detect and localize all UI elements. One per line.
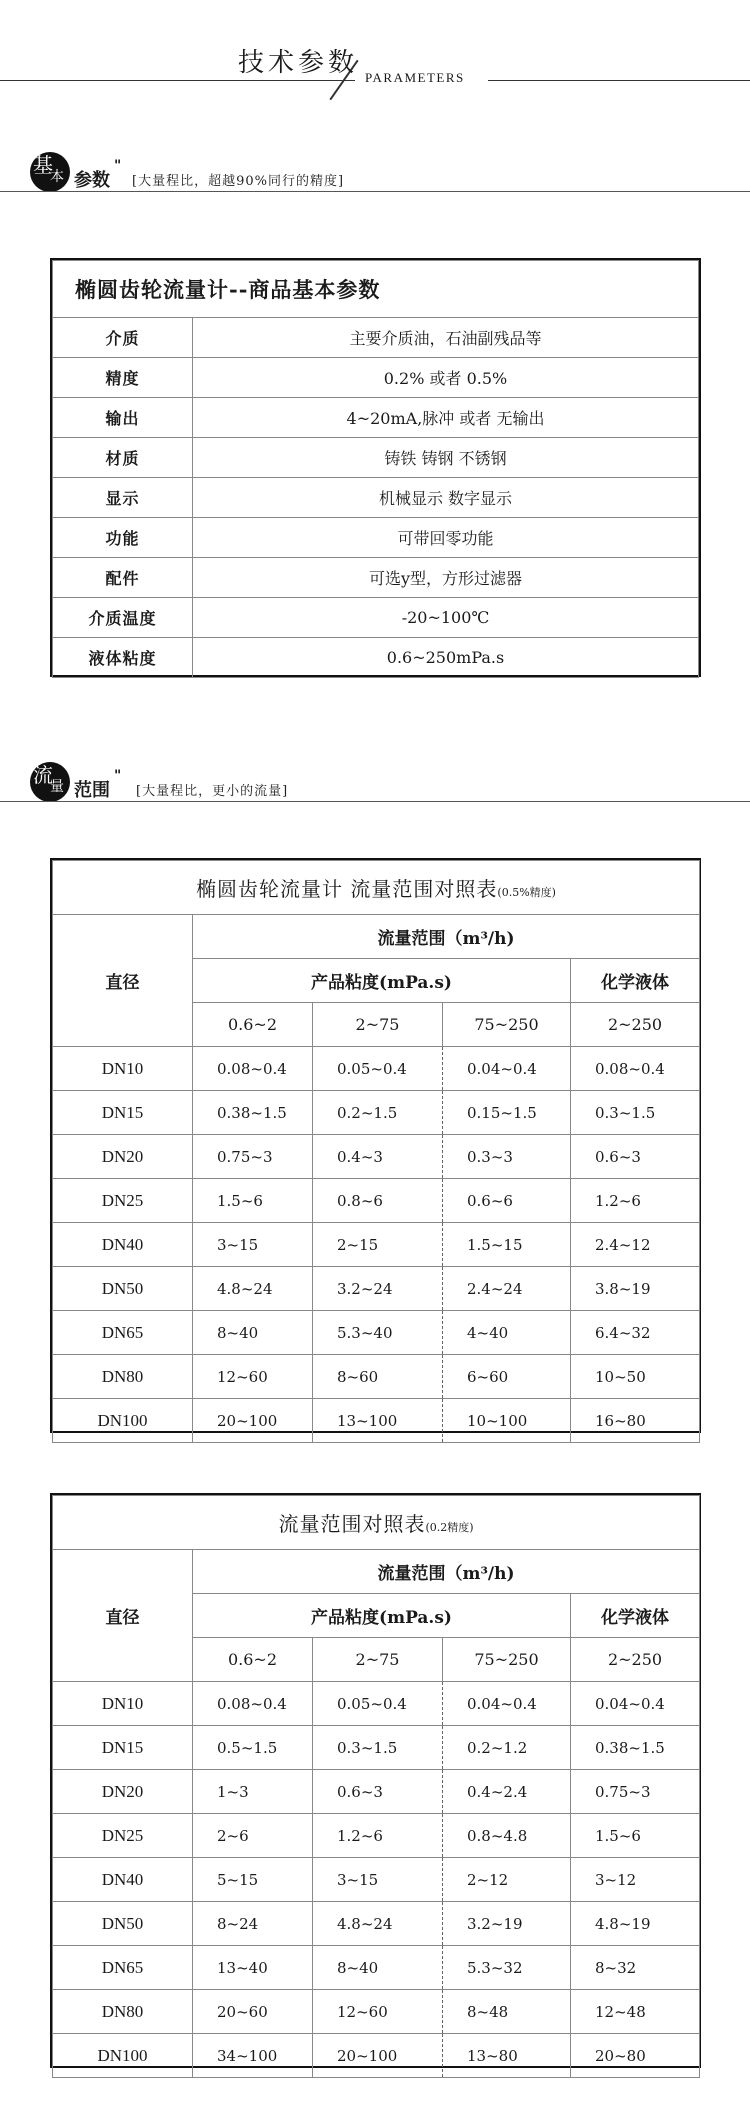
flow-value-cell: 2~12 — [443, 1858, 571, 1902]
flow-value-cell: 8~32 — [571, 1946, 700, 1990]
table-row — [53, 1047, 700, 1091]
flow-value-cell: 34~100 — [193, 2034, 313, 2078]
flow-value-cell: 1.5~15 — [443, 1223, 571, 1267]
param-value: 铸铁 铸钢 不锈钢 — [193, 438, 699, 478]
flow-value-cell: 3.2~24 — [313, 1267, 443, 1311]
flow-table-title-text: 流量范围对照表 — [278, 1512, 426, 1536]
table-row — [53, 1135, 700, 1179]
table-row — [53, 2034, 700, 2078]
flow-value-cell: 6~60 — [443, 1355, 571, 1399]
flow-value-cell: 12~48 — [571, 1990, 700, 2034]
flow-value-cell: 4.8~24 — [193, 1267, 313, 1311]
diameter-cell: DN15 — [53, 1091, 193, 1135]
diameter-cell: DN20 — [53, 1135, 193, 1179]
viscosity-range-header: 75~250 — [443, 1003, 571, 1047]
flow-value-cell: 2~6 — [193, 1814, 313, 1858]
diameter-cell: DN25 — [53, 1179, 193, 1223]
param-key: 配件 — [53, 558, 193, 598]
table-row — [53, 1726, 700, 1770]
flow-table-header-row — [53, 915, 700, 959]
flow-value-cell: 0.6~3 — [571, 1135, 700, 1179]
flow-value-cell: 0.04~0.4 — [443, 1047, 571, 1091]
col-chemical-header: 化学液体 — [571, 1594, 700, 1638]
viscosity-range-header: 2~75 — [313, 1638, 443, 1682]
diameter-cell: DN25 — [53, 1814, 193, 1858]
flow-value-cell: 8~24 — [193, 1902, 313, 1946]
col-chemical-header: 化学液体 — [571, 959, 700, 1003]
flow-value-cell: 0.8~4.8 — [443, 1814, 571, 1858]
flow-value-cell: 0.08~0.4 — [571, 1047, 700, 1091]
flow-value-cell: 8~60 — [313, 1355, 443, 1399]
flow-value-cell: 0.4~2.4 — [443, 1770, 571, 1814]
flow-value-cell: 0.2~1.5 — [313, 1091, 443, 1135]
flow-value-cell: 1.2~6 — [313, 1814, 443, 1858]
flow-value-cell: 10~50 — [571, 1355, 700, 1399]
basic-table-row — [53, 438, 699, 478]
param-value: 0.2% 或者 0.5% — [193, 358, 699, 398]
flow-table-title-text: 椭圆齿轮流量计 流量范围对照表 — [196, 877, 498, 901]
viscosity-range-header: 0.6~2 — [193, 1003, 313, 1047]
param-key: 精度 — [53, 358, 193, 398]
section-basic-params — [0, 152, 750, 212]
basic-table-row — [53, 478, 699, 518]
param-value: -20~100℃ — [193, 598, 699, 638]
section-flow-range — [0, 762, 750, 822]
section-title: 范围 — [74, 780, 110, 801]
flow-value-cell: 0.08~0.4 — [193, 1047, 313, 1091]
flow-value-cell: 0.3~3 — [443, 1135, 571, 1179]
flow-value-cell: 4.8~19 — [571, 1902, 700, 1946]
basic-table-row — [53, 358, 699, 398]
page-subtitle: PARAMETERS — [365, 70, 465, 85]
flow-value-cell: 0.08~0.4 — [193, 1682, 313, 1726]
flow-value-cell: 12~60 — [313, 1990, 443, 2034]
flow-value-cell: 8~48 — [443, 1990, 571, 2034]
table-row — [53, 1311, 700, 1355]
flow-value-cell: 0.04~0.4 — [571, 1682, 700, 1726]
table-row — [53, 1814, 700, 1858]
table-row — [53, 1682, 700, 1726]
flow-value-cell: 0.5~1.5 — [193, 1726, 313, 1770]
flow-value-cell: 0.8~6 — [313, 1179, 443, 1223]
flow-value-cell: 5~15 — [193, 1858, 313, 1902]
section-slogan: [大量程比，超越90%同行的精度] — [132, 174, 345, 189]
flow-value-cell: 1.2~6 — [571, 1179, 700, 1223]
diameter-cell: DN40 — [53, 1858, 193, 1902]
table-row — [53, 1223, 700, 1267]
diameter-cell: DN80 — [53, 1990, 193, 2034]
flow-value-cell: 0.2~1.2 — [443, 1726, 571, 1770]
flow-table-header-row — [53, 1550, 700, 1594]
flow-value-cell: 20~100 — [193, 1399, 313, 1443]
diameter-cell: DN40 — [53, 1223, 193, 1267]
flow-value-cell: 2~15 — [313, 1223, 443, 1267]
page-title: 技术参数 — [238, 48, 359, 78]
table-row — [53, 1399, 700, 1443]
param-key: 输出 — [53, 398, 193, 438]
section-slogan: [大量程比，更小的流量] — [136, 784, 289, 799]
flow-range-table-2 — [52, 1495, 700, 2078]
flow-value-cell: 0.04~0.4 — [443, 1682, 571, 1726]
flow-value-cell: 6.4~32 — [571, 1311, 700, 1355]
flow-value-cell: 3~15 — [313, 1858, 443, 1902]
param-value: 可带回零功能 — [193, 518, 699, 558]
flow-table-title-note: (0.5%精度) — [497, 886, 556, 899]
flow-table-title-note: (0.2精度) — [425, 1521, 474, 1534]
param-key: 功能 — [53, 518, 193, 558]
col-flow-range-header: 流量范围（m³/h) — [193, 915, 700, 959]
flow-value-cell: 0.75~3 — [193, 1135, 313, 1179]
flow-value-cell: 2.4~12 — [571, 1223, 700, 1267]
table-row — [53, 1091, 700, 1135]
flow-table-title-row — [53, 861, 700, 915]
diameter-cell: DN65 — [53, 1311, 193, 1355]
diameter-cell: DN50 — [53, 1267, 193, 1311]
diameter-cell: DN100 — [53, 2034, 193, 2078]
diameter-cell: DN80 — [53, 1355, 193, 1399]
flow-value-cell: 0.05~0.4 — [313, 1047, 443, 1091]
flow-value-cell: 0.3~1.5 — [571, 1091, 700, 1135]
col-viscosity-header: 产品粘度(mPa.s) — [193, 1594, 571, 1638]
flow-value-cell: 0.38~1.5 — [193, 1091, 313, 1135]
section-badge — [30, 762, 70, 802]
flow-table-title-row — [53, 1496, 700, 1550]
flow-value-cell: 0.6~3 — [313, 1770, 443, 1814]
flow-value-cell: 20~80 — [571, 2034, 700, 2078]
flow-table-title — [53, 1496, 700, 1550]
flow-value-cell: 8~40 — [313, 1946, 443, 1990]
table-row — [53, 1902, 700, 1946]
flow-value-cell: 1.5~6 — [193, 1179, 313, 1223]
flow-table-title — [53, 861, 700, 915]
flow-value-cell: 13~40 — [193, 1946, 313, 1990]
param-value: 主要介质油，石油副残品等 — [193, 318, 699, 358]
flow-value-cell: 5.3~40 — [313, 1311, 443, 1355]
col-diameter-header: 直径 — [53, 915, 193, 1047]
basic-table-row — [53, 558, 699, 598]
flow-value-cell: 8~40 — [193, 1311, 313, 1355]
table-row — [53, 1355, 700, 1399]
header-divider-right — [488, 80, 750, 81]
col-diameter-header: 直径 — [53, 1550, 193, 1682]
flow-value-cell: 4.8~24 — [313, 1902, 443, 1946]
basic-table-title: 椭圆齿轮流量计--商品基本参数 — [53, 261, 699, 318]
flow-value-cell: 4~40 — [443, 1311, 571, 1355]
diameter-cell: DN10 — [53, 1047, 193, 1091]
flow-value-cell: 20~100 — [313, 2034, 443, 2078]
diameter-cell: DN20 — [53, 1770, 193, 1814]
flow-value-cell: 0.6~6 — [443, 1179, 571, 1223]
basic-table-row — [53, 518, 699, 558]
flow-value-cell: 0.3~1.5 — [313, 1726, 443, 1770]
table-row — [53, 1858, 700, 1902]
section-divider — [0, 191, 750, 192]
flow-value-cell: 3~12 — [571, 1858, 700, 1902]
flow-value-cell: 0.4~3 — [313, 1135, 443, 1179]
flow-value-cell: 2.4~24 — [443, 1267, 571, 1311]
section-divider — [0, 801, 750, 802]
flow-value-cell: 1~3 — [193, 1770, 313, 1814]
table-row — [53, 1267, 700, 1311]
section-badge — [30, 152, 70, 192]
badge-char-2: 量 — [50, 779, 64, 795]
flow-value-cell: 0.15~1.5 — [443, 1091, 571, 1135]
flow-value-cell: 13~80 — [443, 2034, 571, 2078]
basic-table-row — [53, 398, 699, 438]
section-quote-mark: " — [114, 158, 122, 174]
param-value: 4~20mA,脉冲 或者 无输出 — [193, 398, 699, 438]
viscosity-range-header: 75~250 — [443, 1638, 571, 1682]
flow-value-cell: 3.2~19 — [443, 1902, 571, 1946]
diameter-cell: DN15 — [53, 1726, 193, 1770]
header-divider-left — [0, 80, 355, 81]
basic-table-row — [53, 638, 699, 678]
flow-value-cell: 3.8~19 — [571, 1267, 700, 1311]
flow-value-cell: 10~100 — [443, 1399, 571, 1443]
flow-value-cell: 12~60 — [193, 1355, 313, 1399]
diameter-cell: DN100 — [53, 1399, 193, 1443]
param-value: 机械显示 数字显示 — [193, 478, 699, 518]
table-row — [53, 1990, 700, 2034]
param-key: 液体粘度 — [53, 638, 193, 678]
table-row — [53, 1179, 700, 1223]
table-row — [53, 1770, 700, 1814]
diameter-cell: DN65 — [53, 1946, 193, 1990]
badge-char-1: 流 — [33, 763, 53, 787]
flow-value-cell: 13~100 — [313, 1399, 443, 1443]
viscosity-range-header: 2~250 — [571, 1003, 700, 1047]
param-key: 显示 — [53, 478, 193, 518]
flow-value-cell: 5.3~32 — [443, 1946, 571, 1990]
flow-range-table-1 — [52, 860, 700, 1443]
param-key: 材质 — [53, 438, 193, 478]
viscosity-range-header: 2~250 — [571, 1638, 700, 1682]
param-value: 可选y型，方形过滤器 — [193, 558, 699, 598]
basic-table-row — [53, 318, 699, 358]
flow-value-cell: 3~15 — [193, 1223, 313, 1267]
badge-char-2: 本 — [50, 169, 64, 185]
viscosity-range-header: 0.6~2 — [193, 1638, 313, 1682]
viscosity-range-header: 2~75 — [313, 1003, 443, 1047]
flow-value-cell: 0.38~1.5 — [571, 1726, 700, 1770]
diameter-cell: DN10 — [53, 1682, 193, 1726]
basic-params-table — [52, 260, 699, 678]
flow-value-cell: 20~60 — [193, 1990, 313, 2034]
param-key: 介质温度 — [53, 598, 193, 638]
section-quote-mark: " — [114, 768, 122, 784]
basic-table-row — [53, 598, 699, 638]
flow-value-cell: 16~80 — [571, 1399, 700, 1443]
flow-value-cell: 1.5~6 — [571, 1814, 700, 1858]
col-flow-range-header: 流量范围（m³/h) — [193, 1550, 700, 1594]
page-header — [0, 0, 750, 100]
param-key: 介质 — [53, 318, 193, 358]
table-row — [53, 1946, 700, 1990]
col-viscosity-header: 产品粘度(mPa.s) — [193, 959, 571, 1003]
badge-char-1: 基 — [33, 153, 53, 177]
param-value: 0.6~250mPa.s — [193, 638, 699, 678]
section-title: 参数 — [74, 170, 110, 191]
diameter-cell: DN50 — [53, 1902, 193, 1946]
flow-value-cell: 0.05~0.4 — [313, 1682, 443, 1726]
flow-value-cell: 0.75~3 — [571, 1770, 700, 1814]
